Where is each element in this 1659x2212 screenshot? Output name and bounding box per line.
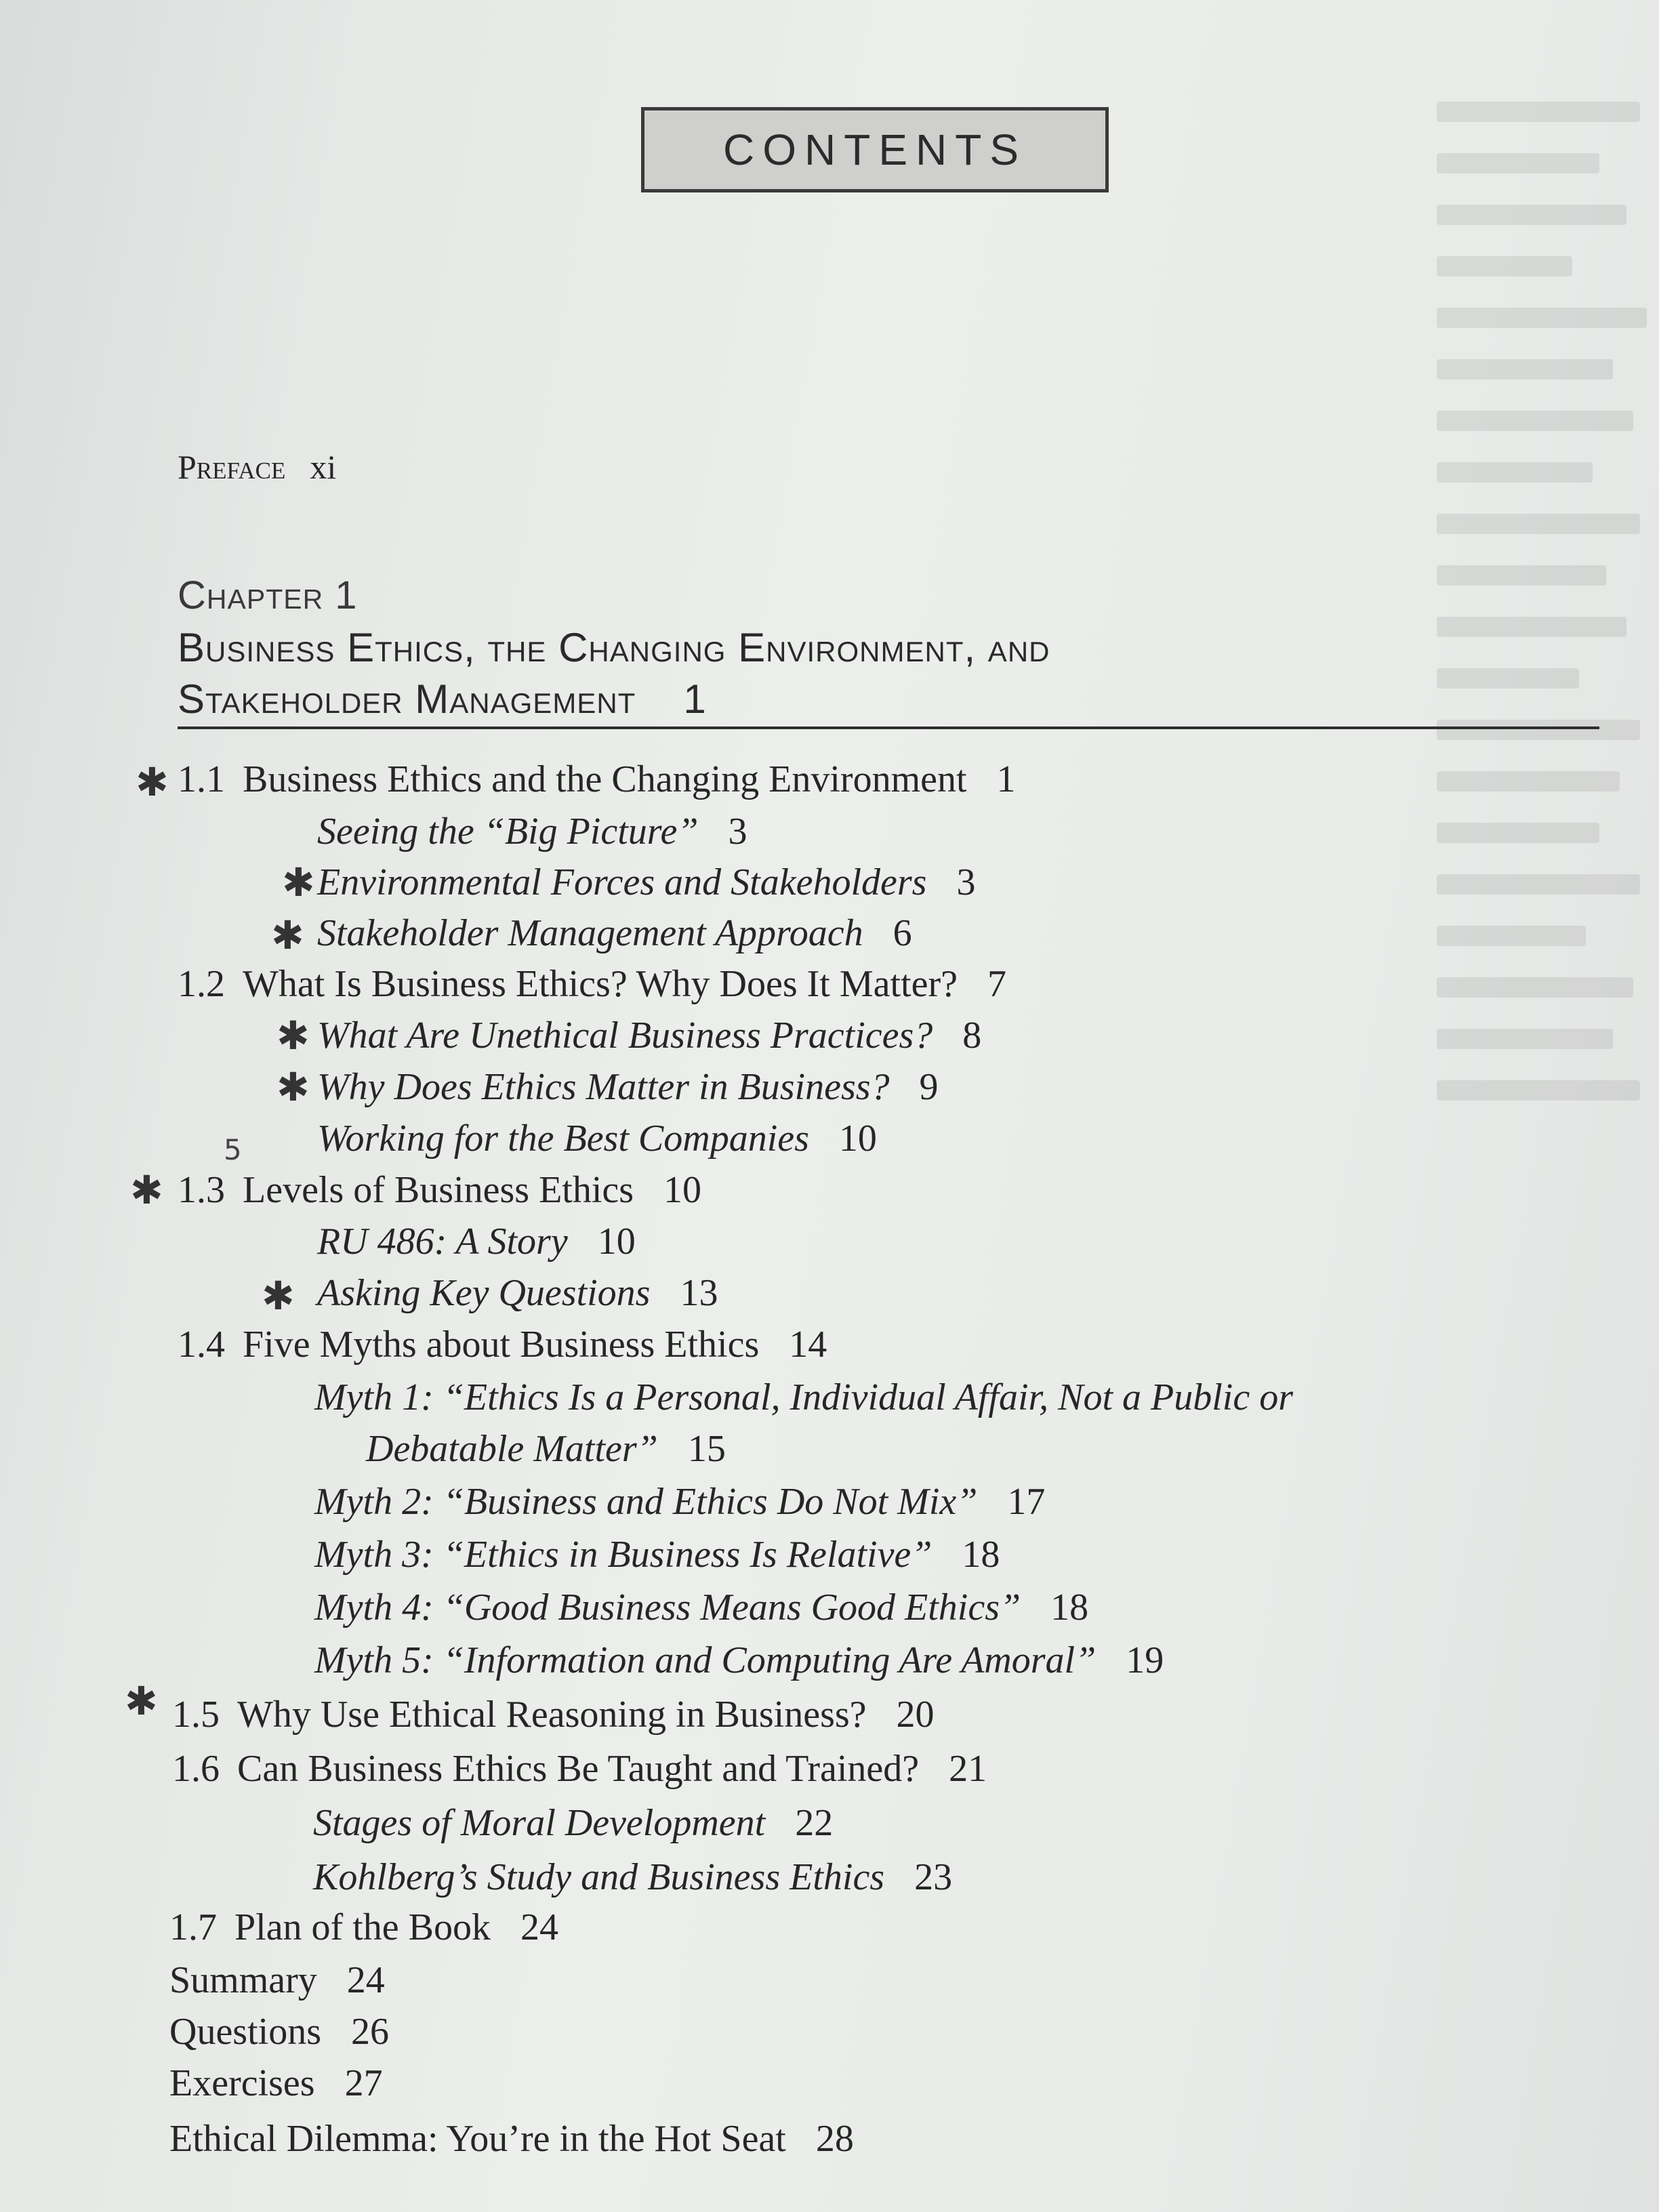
section-number: 1.3 — [178, 1169, 225, 1211]
entry-title: Stakeholder Management Approach — [317, 912, 863, 954]
toc-section-entry — [178, 1323, 827, 1366]
handwritten-star-mark: ✱ — [276, 1012, 310, 1059]
toc-subsection-entry — [314, 1480, 1045, 1523]
preface-page: xi — [310, 448, 337, 486]
entry-page: 21 — [949, 1748, 987, 1790]
chapter-title — [178, 622, 1431, 725]
entry-page: 1 — [996, 758, 1016, 800]
entry-title: What Are Unethical Business Practices? — [317, 1015, 933, 1057]
toc-subsection-entry — [314, 1376, 1293, 1419]
entry-title: Myth 2: “Business and Ethics Do Not Mix” — [314, 1481, 978, 1523]
section-number: 1.5 — [172, 1694, 220, 1736]
entry-title: Why Does Ethics Matter in Business? — [317, 1066, 890, 1108]
handwritten-star-mark: ✱ — [136, 759, 169, 805]
entry-page: 24 — [346, 1959, 385, 2001]
entry-page: 27 — [344, 2062, 383, 2104]
toc-section-entry — [178, 962, 1006, 1006]
toc-subsection-entry — [313, 1801, 833, 1845]
entry-title: Summary — [169, 1959, 317, 2001]
toc-section-entry — [172, 1747, 987, 1790]
entry-title: Questions — [169, 2011, 321, 2053]
entry-title: Ethical Dilemma: You’re in the Hot Seat — [169, 2118, 786, 2160]
section-number: 1.2 — [178, 963, 225, 1005]
entry-page: 3 — [956, 861, 976, 903]
entry-title: Myth 1: “Ethics Is a Personal, Individual Affair, Not a Public or — [314, 1376, 1293, 1418]
toc-section-entry — [178, 758, 1016, 801]
entry-title: Myth 5: “Information and Computing Are Amoral” — [314, 1639, 1097, 1681]
entry-title: Stages of Moral Development — [313, 1802, 766, 1844]
chapter-label: Chapter 1 — [178, 573, 358, 617]
section-number: 1.4 — [178, 1324, 225, 1366]
entry-title: Working for the Best Companies — [317, 1118, 809, 1160]
handwritten-star-mark: ✱ — [282, 859, 315, 905]
entry-title: What Is Business Ethics? Why Does It Matter? — [243, 963, 958, 1005]
toc-subsection-entry — [317, 1014, 981, 1057]
handwritten-star-mark: ✱ — [276, 1064, 310, 1110]
chapter-title-line-2: Stakeholder Management — [178, 676, 636, 722]
section-number: 1.6 — [172, 1748, 220, 1790]
toc-subsection-entry — [314, 1639, 1164, 1682]
bleed-through-text — [1437, 102, 1659, 2203]
entry-title: Myth 3: “Ethics in Business Is Relative” — [314, 1534, 933, 1576]
toc-section-entry — [178, 1168, 701, 1212]
entry-page: 13 — [680, 1272, 718, 1314]
entry-title: Asking Key Questions — [317, 1272, 651, 1314]
toc-subsection-entry — [314, 1533, 1000, 1576]
toc-subsection-entry — [366, 1427, 726, 1471]
toc-subsection-entry — [317, 810, 747, 853]
entry-title: Debatable Matter” — [366, 1428, 658, 1470]
chapter-page: 1 — [683, 676, 707, 722]
entry-title: Kohlberg’s Study and Business Ethics — [313, 1856, 885, 1898]
entry-page: 10 — [663, 1169, 702, 1211]
entry-title: Can Business Ethics Be Taught and Trained? — [237, 1748, 920, 1790]
toc-section-entry — [172, 1693, 935, 1736]
toc-backmatter-entry — [169, 2010, 389, 2053]
entry-page: 18 — [1050, 1586, 1089, 1629]
preface-entry — [178, 447, 336, 487]
toc-backmatter-entry — [169, 2117, 854, 2160]
entry-page: 15 — [687, 1428, 726, 1470]
entry-page: 24 — [520, 1906, 558, 1948]
entry-title: Why Use Ethical Reasoning in Business? — [237, 1694, 867, 1736]
contents-heading: CONTENTS — [723, 125, 1027, 174]
entry-page: 22 — [795, 1802, 834, 1844]
entry-page: 23 — [914, 1856, 953, 1898]
section-number: 1.1 — [178, 758, 225, 800]
handwritten-five-mark: 5 — [224, 1133, 242, 1166]
entry-page: 10 — [838, 1118, 877, 1160]
section-number: 1.7 — [169, 1906, 217, 1948]
toc-subsection-entry — [317, 1117, 877, 1160]
entry-page: 8 — [962, 1015, 982, 1057]
entry-title: Seeing the “Big Picture” — [317, 811, 699, 853]
handwritten-star-mark: ✱ — [125, 1678, 158, 1724]
toc-subsection-entry — [314, 1586, 1088, 1629]
toc-subsection-entry — [313, 1856, 952, 1899]
chapter-rule — [178, 726, 1599, 729]
entry-title: Five Myths about Business Ethics — [243, 1324, 760, 1366]
toc-section-entry — [169, 1906, 558, 1949]
contents-heading-box — [641, 107, 1109, 192]
entry-title: Myth 4: “Good Business Means Good Ethics” — [314, 1586, 1021, 1629]
entry-page: 14 — [789, 1324, 827, 1366]
toc-subsection-entry — [317, 1271, 718, 1315]
entry-title: Exercises — [169, 2062, 315, 2104]
entry-title: Levels of Business Ethics — [243, 1169, 634, 1211]
entry-page: 9 — [919, 1066, 939, 1108]
entry-page: 20 — [896, 1694, 935, 1736]
chapter-title-line-1: Business Ethics, the Changing Environment, and — [178, 625, 1050, 670]
toc-subsection-entry — [317, 1220, 636, 1263]
toc-subsection-entry — [317, 861, 975, 904]
preface-label: Preface — [178, 448, 286, 486]
entry-title: Business Ethics and the Changing Environment — [243, 758, 967, 800]
toc-subsection-entry — [317, 912, 912, 955]
entry-page: 17 — [1007, 1481, 1046, 1523]
entry-page: 10 — [597, 1221, 636, 1263]
handwritten-star-mark: ✱ — [130, 1167, 163, 1213]
toc-subsection-entry — [317, 1065, 939, 1109]
handwritten-star-mark: ✱ — [262, 1273, 295, 1319]
entry-page: 3 — [728, 811, 747, 853]
entry-page: 7 — [987, 963, 1006, 1005]
entry-page: 19 — [1126, 1639, 1164, 1681]
entry-page: 26 — [351, 2011, 389, 2053]
handwritten-star-mark: ✱ — [271, 912, 304, 958]
entry-page: 18 — [962, 1534, 1000, 1576]
entry-page: 28 — [815, 2118, 854, 2160]
toc-backmatter-entry — [169, 1959, 385, 2002]
entry-title: Environmental Forces and Stakeholders — [317, 861, 927, 903]
entry-title: Plan of the Book — [234, 1906, 491, 1948]
entry-page: 6 — [893, 912, 912, 954]
toc-backmatter-entry — [169, 2062, 383, 2105]
entry-title: RU 486: A Story — [317, 1221, 568, 1263]
